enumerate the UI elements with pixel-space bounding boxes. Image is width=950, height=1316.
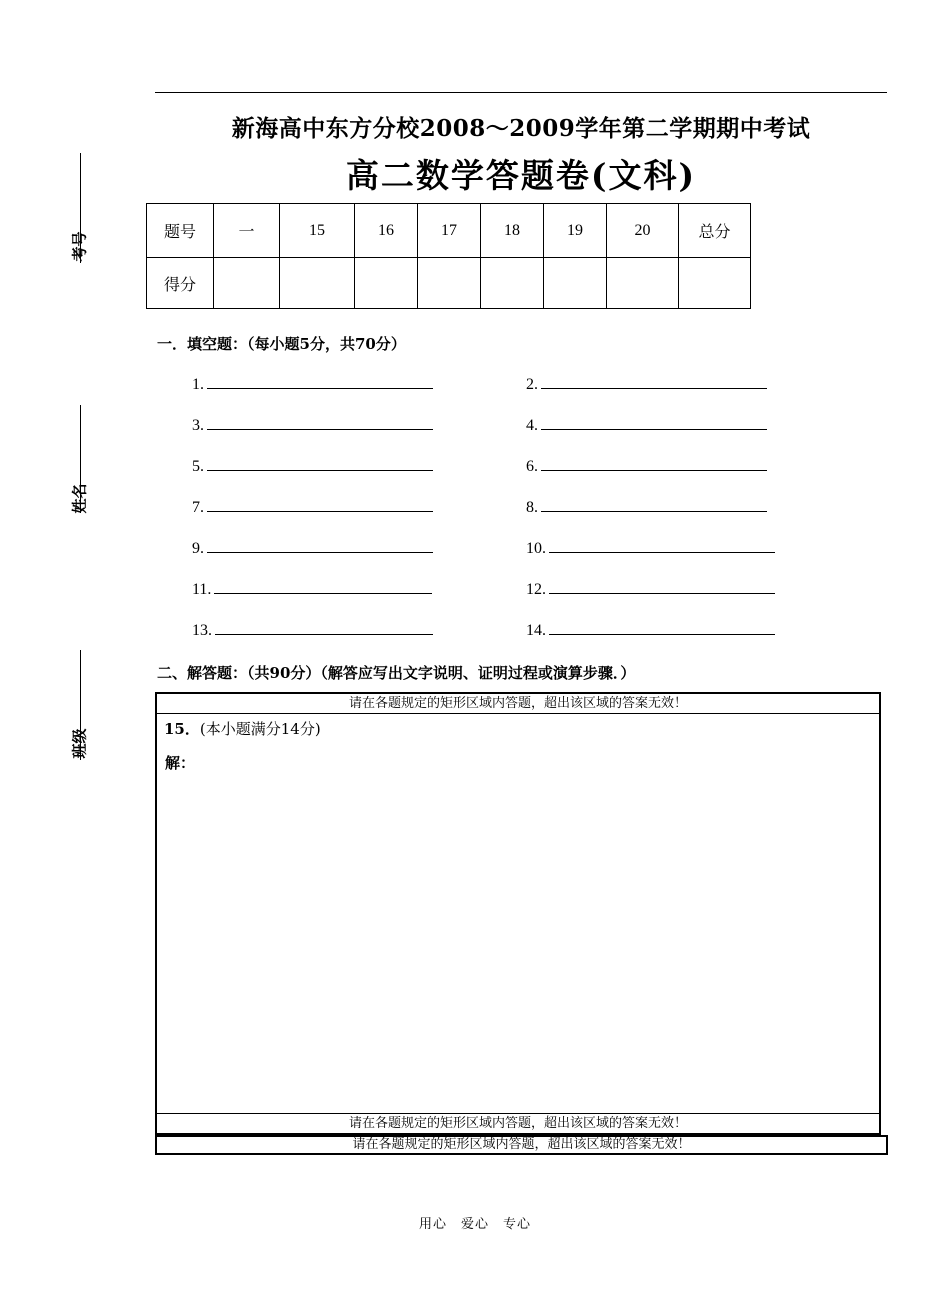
score-cell[interactable] — [679, 258, 751, 309]
blank-8[interactable] — [526, 497, 767, 517]
answer-line[interactable] — [541, 374, 767, 389]
score-row-label: 得分 — [147, 258, 214, 309]
score-header-cell: 19 — [544, 204, 607, 258]
answer-line[interactable] — [207, 497, 433, 512]
exam-no-label: 考号 — [70, 231, 89, 262]
answer-line[interactable] — [541, 497, 767, 512]
answer-line[interactable] — [207, 415, 433, 430]
blank-number: 1. — [192, 376, 204, 393]
blank-4[interactable] — [526, 415, 767, 435]
score-header-cell: 16 — [355, 204, 418, 258]
blank-1[interactable] — [192, 374, 433, 394]
blank-7[interactable] — [192, 497, 433, 517]
solution-label: 解： — [165, 754, 196, 772]
score-header-cell: 15 — [280, 204, 355, 258]
blank-2[interactable] — [526, 374, 767, 394]
score-cell[interactable] — [214, 258, 280, 309]
blank-number: 8. — [526, 499, 538, 516]
section1-title: 一．填空题：（每小题5分，共70分） — [157, 335, 406, 353]
score-header-cell: 17 — [418, 204, 481, 258]
answer-line[interactable] — [549, 620, 775, 635]
question-15-header — [164, 718, 321, 739]
blank-11[interactable] — [192, 579, 432, 599]
top-rule — [155, 92, 887, 93]
score-header-cell: 一 — [214, 204, 280, 258]
answer-line[interactable] — [207, 538, 433, 553]
blank-number: 7. — [192, 499, 204, 516]
blank-number: 14. — [526, 622, 546, 639]
blank-number: 12. — [526, 581, 546, 598]
blank-number: 5. — [192, 458, 204, 475]
blank-14[interactable] — [526, 620, 775, 640]
answer-line[interactable] — [207, 374, 433, 389]
blank-number: 9. — [192, 540, 204, 557]
question-score-note: (本小题满分14分) — [199, 720, 321, 738]
blank-6[interactable] — [526, 456, 767, 476]
score-cell[interactable] — [280, 258, 355, 309]
blank-10[interactable] — [526, 538, 775, 558]
answer-line[interactable] — [207, 456, 433, 471]
region-notice-bottom: 请在各题规定的矩形区域内答题，超出该区域的答案无效！ — [157, 1113, 879, 1133]
score-header-cell: 总分 — [679, 204, 751, 258]
question-number: 15． — [164, 720, 200, 738]
score-header-cell: 20 — [607, 204, 679, 258]
score-row — [147, 258, 751, 309]
blank-number: 4. — [526, 417, 538, 434]
answer-line[interactable] — [215, 620, 433, 635]
score-cell[interactable] — [418, 258, 481, 309]
blank-number: 11. — [192, 581, 212, 598]
score-cell[interactable] — [355, 258, 418, 309]
answer-line[interactable] — [541, 415, 767, 430]
name-label: 姓名 — [70, 483, 89, 514]
answer-line[interactable] — [214, 579, 432, 594]
blank-number: 2. — [526, 376, 538, 393]
score-header-cell: 18 — [481, 204, 544, 258]
section2-title: 二、解答题：（共90分）（解答应写出文字说明、证明过程或演算步骤．） — [157, 664, 636, 682]
page-footer: 用心 爱心 专心 — [418, 1217, 531, 1232]
blank-number: 10. — [526, 540, 546, 557]
next-region-notice: 请在各题规定的矩形区域内答题，超出该区域的答案无效！ — [352, 1137, 691, 1152]
blank-9[interactable] — [192, 538, 433, 558]
score-cell[interactable] — [544, 258, 607, 309]
blank-number: 3. — [192, 417, 204, 434]
answer-line[interactable] — [549, 538, 775, 553]
answer-region-15[interactable] — [155, 692, 881, 1135]
answer-sheet-title: 高二数学答题卷(文科) — [345, 156, 697, 195]
class-label: 班级 — [70, 728, 89, 759]
next-region-notice-box — [155, 1135, 888, 1155]
score-cell[interactable] — [607, 258, 679, 309]
blank-5[interactable] — [192, 456, 433, 476]
blank-number: 6. — [526, 458, 538, 475]
score-header-row — [147, 204, 751, 258]
blank-12[interactable] — [526, 579, 775, 599]
score-header-cell: 题号 — [147, 204, 214, 258]
blank-13[interactable] — [192, 620, 433, 640]
exam-title: 新海高中东方分校2008～2009学年第二学期期中考试 — [231, 115, 811, 142]
answer-line[interactable] — [549, 579, 775, 594]
blank-number: 13. — [192, 622, 212, 639]
score-table — [146, 203, 751, 309]
answer-line[interactable] — [541, 456, 767, 471]
score-cell[interactable] — [481, 258, 544, 309]
region-notice-top: 请在各题规定的矩形区域内答题，超出该区域的答案无效！ — [157, 694, 879, 714]
blank-3[interactable] — [192, 415, 433, 435]
